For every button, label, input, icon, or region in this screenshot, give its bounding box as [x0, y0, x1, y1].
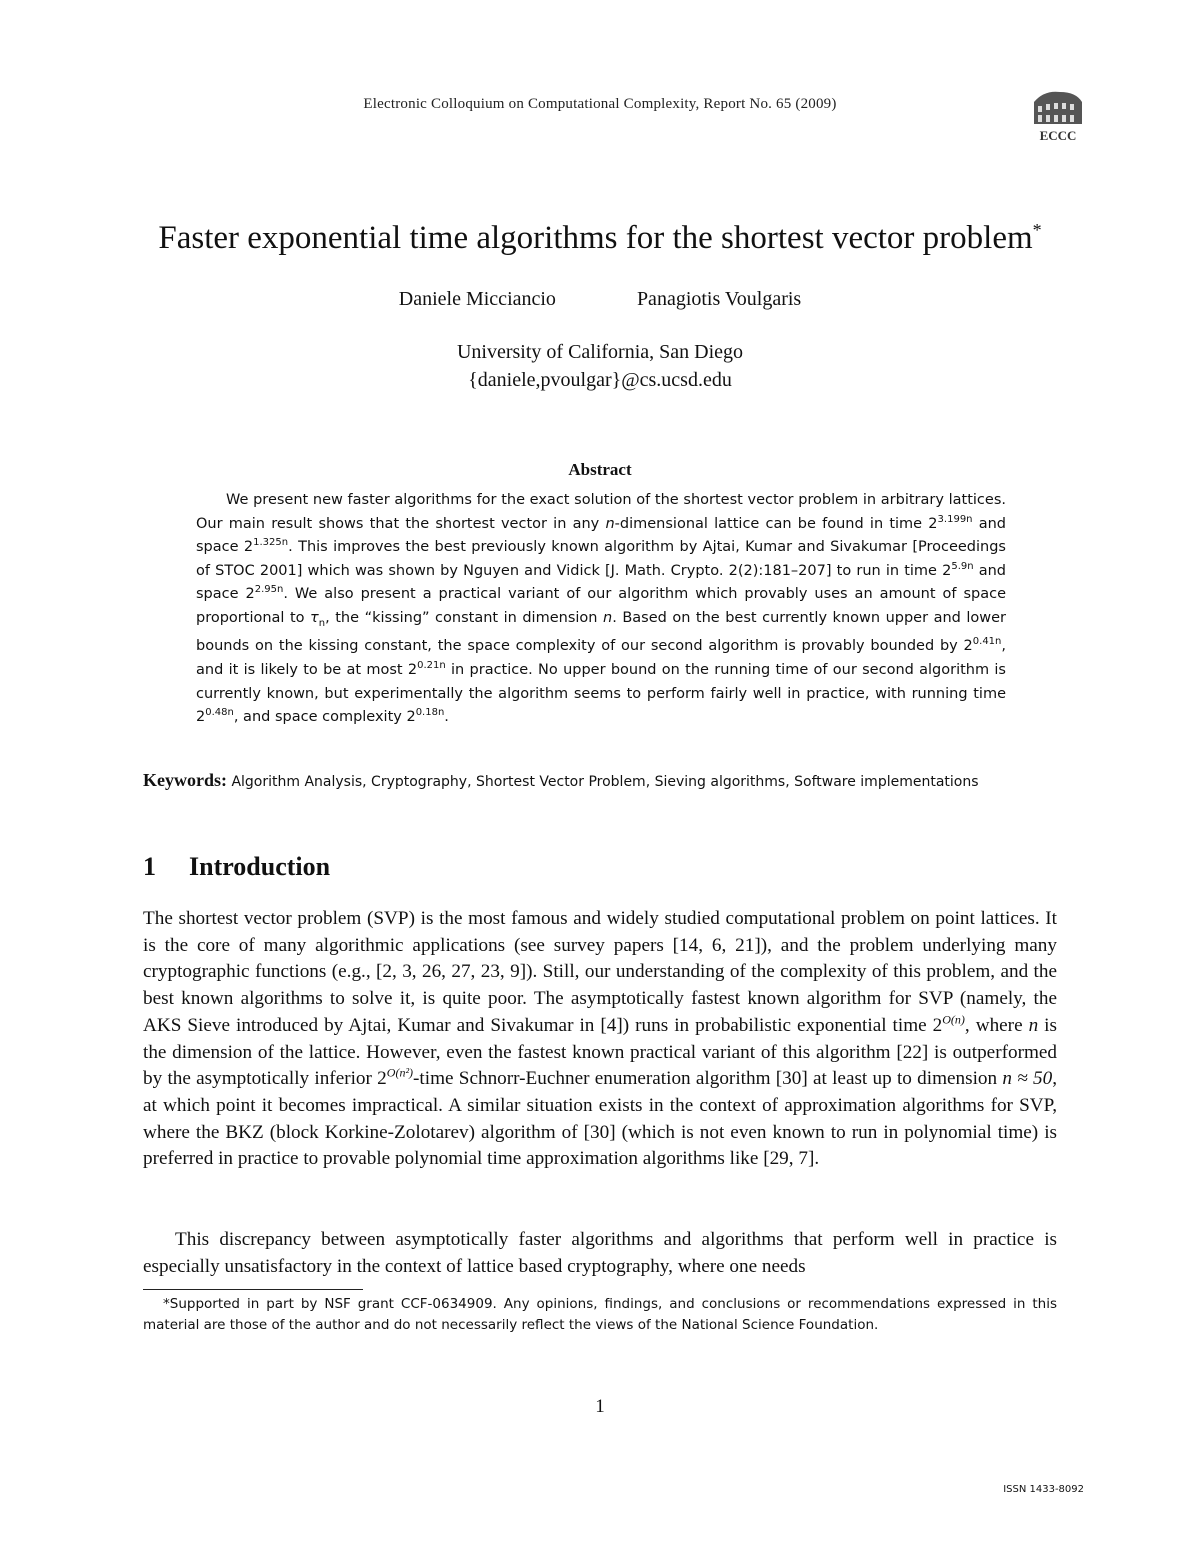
intro-paragraph-1: The shortest vector problem (SVP) is the most famous and widely studied computational problem on point lattices. It is the core of many algorithmic applications (see survey papers [14, 6, 21]), and the problem underlying many cryptographic functions (e.g., [2, 3, 26, 27, 23, 9]). Still, our understanding of the complexity of this problem, and the best known algorithms to solve it, is quite poor. The asymptotically fastest known algorithm for SVP (namely, the AKS Sieve introduced by Ajtai, Kumar and Sivakumar in [4]) runs in probabilistic exponential time $2^{O(n)}$, where n is the dimension of the lattice. However, even the fastest known practical variant of this algorithm [22] is outperformed by the asymptotically inferior $2^{O(n^2)}$-time Schnorr-Euchner enumeration algorithm [30] at least up to dimension n ≈ 50, at which point it becomes impractical. A similar situation exists in the context of approximation algorithms for SVP, where the BKZ (block Korkine-Zolotarev) algorithm of [30] (which is not even known to run in polynomial time) is preferred in practice to provable polynomial time approximation algorithms like [29, 7]. [143, 908, 1058, 1170]
abstract-heading: Abstract [568, 460, 632, 479]
colosseum-icon [1028, 84, 1088, 144]
author-name: Daniele Micciancio [398, 288, 556, 310]
keywords [143, 768, 1057, 795]
email: {daniele,pvoulgar}@cs.ucsd.edu [468, 369, 732, 391]
author-name: Panagiotis Voulgaris [636, 288, 802, 310]
logo-text: ECCC [1039, 128, 1077, 143]
footnote-rule [143, 1289, 363, 1290]
abstract-text: We present new faster algorithms for the exact solution of the shortest vector problem in arbitrary lattices. Our main result shows that the shortest vector in any n-dimensional lattice can be found in time $2^{3.199n}$ and space $2^{1.325n}$. This improves the best previously known algorithm by Ajtai, Kumar and Sivakumar [Proceedings of STOC 2001] which was shown by Nguyen and Vidick [J. Math. Crypto. 2(2):181–207] to run in time $2^{5.9n}$ and space $2^{2.95n}$. We also present a practical variant of our algorithm which provably uses an amount of space proportional to $\tau_n$, the “kissing” constant in dimension n. Based on the best currently known upper and lower bounds on the kissing constant, the space complexity of our second algorithm is provably bounded by $2^{0.41n}$, and it is likely to be at most $2^{0.21n}$ in practice. No upper bound on the running time of our second algorithm is currently known, but experimentally the algorithm seems to perform fairly well in practice, with running time $2^{0.48n}$, and space complexity $2^{0.18n}$. [196, 492, 1007, 726]
author-list [0, 288, 1200, 311]
intro-paragraph-2: This discrepancy between asymptotically faster algorithms and algorithms that perform well in practice is especially unsatisfactory in the context of lattice based cryptography, where one needs [143, 1229, 1057, 1277]
page-number: 1 [595, 1396, 605, 1417]
affiliation: University of California, San Diego [456, 341, 744, 363]
title-footnote-mark: * [1032, 220, 1042, 240]
keywords-label: Keywords: [143, 770, 227, 790]
running-head: Electronic Colloquium on Computational Complexity, Report No. 65 (2009) [363, 96, 837, 112]
keywords-text: Algorithm Analysis, Cryptography, Shortest Vector Problem, Sieving algorithms, Software implementations [231, 774, 979, 790]
paper-title: Faster exponential time algorithms for the shortest vector problem* [158, 220, 1042, 256]
eccc-logo [1028, 84, 1088, 144]
section-heading [143, 852, 330, 882]
section-number: 1 [143, 852, 156, 881]
issn: ISSN 1433-8092 [1003, 1484, 1084, 1495]
section-title: Introduction [189, 852, 331, 881]
affiliation-block [0, 338, 1200, 394]
footnote: *Supported in part by NSF grant CCF-0634909. Any opinions, findings, and conclusions or recommendations expressed in this material are those of the author and do not necessarily reflect the views of the National Science Foundation. [143, 1296, 1057, 1333]
